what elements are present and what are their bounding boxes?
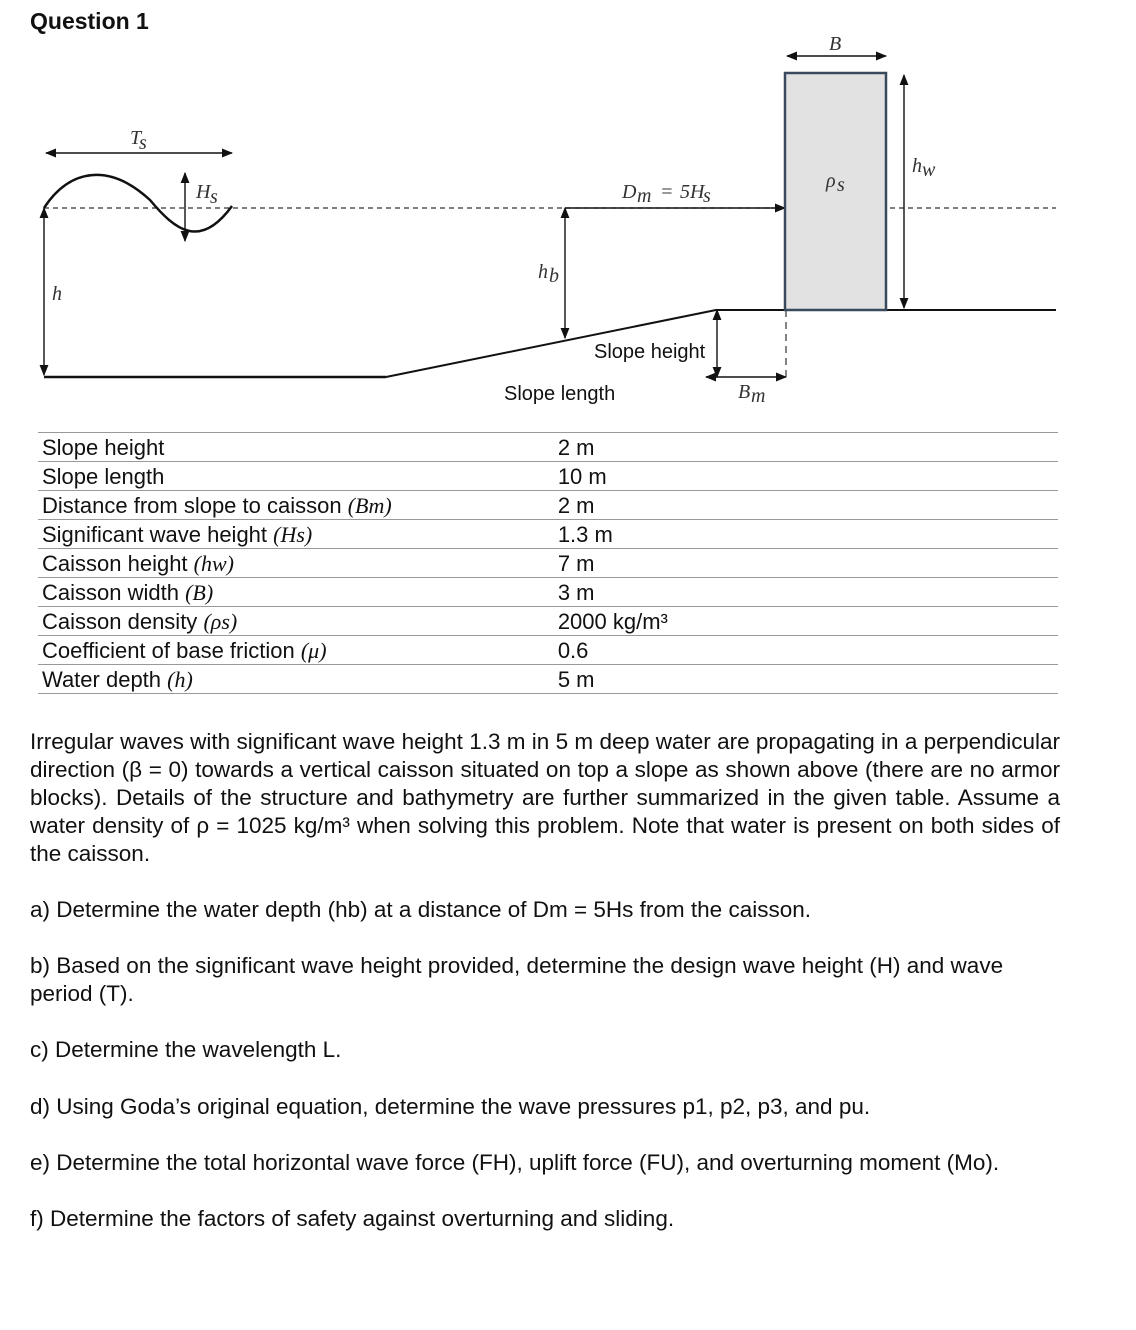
param-value: 2 m xyxy=(554,491,1058,520)
param-value: 3 m xyxy=(554,578,1058,607)
svg-text:b: b xyxy=(549,265,559,287)
param-value: 2 m xyxy=(554,433,1058,462)
param-symbol: (B) xyxy=(185,580,214,605)
param-name: Slope length xyxy=(42,464,165,489)
param-value: 2000 kg/m³ xyxy=(554,607,1058,636)
svg-text:5H: 5H xyxy=(680,181,705,203)
table-row xyxy=(38,491,1058,520)
param-value: 0.6 xyxy=(554,636,1058,665)
svg-text:s: s xyxy=(703,185,711,207)
question-d: d) Using Goda’s original equation, determine the wave pressures p1, p2, p3, and pu. xyxy=(30,1094,871,1119)
param-name: Water depth xyxy=(42,667,162,692)
question-e: e) Determine the total horizontal wave force (FH), uplift force (FU), and overturning moment (Mo). xyxy=(30,1150,1000,1175)
question-f: f) Determine the factors of safety against overturning and sliding. xyxy=(30,1206,675,1231)
table-row xyxy=(38,636,1058,665)
svg-text:s: s xyxy=(837,174,845,196)
berm-label: B xyxy=(738,381,751,403)
param-symbol: (μ) xyxy=(300,638,327,663)
table-row xyxy=(38,520,1058,549)
svg-text:s: s xyxy=(210,186,218,208)
caisson-width-label: B xyxy=(829,33,842,55)
table-row xyxy=(38,462,1058,491)
question-title: Question 1 xyxy=(30,8,149,34)
period-label: T xyxy=(130,127,142,149)
param-name: Significant wave height xyxy=(42,522,268,547)
param-value: 5 m xyxy=(554,665,1058,694)
wave-height-label: H xyxy=(196,181,211,203)
table-row xyxy=(38,549,1058,578)
svg-text:s: s xyxy=(139,132,147,154)
param-value: 7 m xyxy=(554,549,1058,578)
density-label: ρ xyxy=(826,170,836,192)
table-row xyxy=(38,665,1058,694)
table-row xyxy=(38,433,1058,462)
param-name: Caisson width xyxy=(42,580,179,605)
parameter-table xyxy=(38,432,1058,694)
caisson-diagram xyxy=(0,30,1136,420)
param-value: 10 m xyxy=(554,462,1058,491)
param-symbol: (ρs) xyxy=(203,609,238,634)
question-b: b) Based on the significant wave height provided, determine the design wave height (H) and wave period (T). xyxy=(30,953,1004,1006)
param-name: Coefficient of base friction xyxy=(42,638,295,663)
param-symbol: (Hs) xyxy=(273,522,313,547)
svg-text:=: = xyxy=(660,181,674,203)
problem-statement: Irregular waves with significant wave height 1.3 m in 5 m deep water are propagating in a perpendicular direction (β = 0) towards a vertical caisson situated on top a slope as shown above (there are no armor blocks). Details of the structure and bathymetry are further summarized in the given table. Assume a water density of ρ = 1025 kg/m³ when solving this problem. Note that water is present on both sides of the caisson. xyxy=(30,729,1060,866)
caisson-height-label: h xyxy=(912,155,922,177)
param-value: 1.3 m xyxy=(554,520,1058,549)
param-name: Caisson density xyxy=(42,609,198,634)
question-c: c) Determine the wavelength L. xyxy=(30,1037,342,1062)
param-name: Caisson height xyxy=(42,551,188,576)
param-symbol: (Bm) xyxy=(347,493,392,518)
slope-length-label: Slope length xyxy=(504,383,616,405)
param-symbol: (h) xyxy=(167,667,193,692)
param-name: Slope height xyxy=(42,435,165,460)
param-symbol: (hw) xyxy=(193,551,234,576)
water-depth-label: h xyxy=(52,283,62,305)
table-row xyxy=(38,578,1058,607)
param-name: Distance from slope to caisson xyxy=(42,493,342,518)
svg-text:m: m xyxy=(637,185,652,207)
question-a: a) Determine the water depth (hb) at a distance of Dm = 5Hs from the caisson. xyxy=(30,897,811,922)
table-row xyxy=(38,607,1058,636)
svg-text:m: m xyxy=(751,385,766,407)
depth-at-dm-label: h xyxy=(538,261,548,283)
svg-text:w: w xyxy=(922,159,936,181)
dm-label: D xyxy=(622,181,637,203)
slope-height-label: Slope height xyxy=(594,341,706,363)
